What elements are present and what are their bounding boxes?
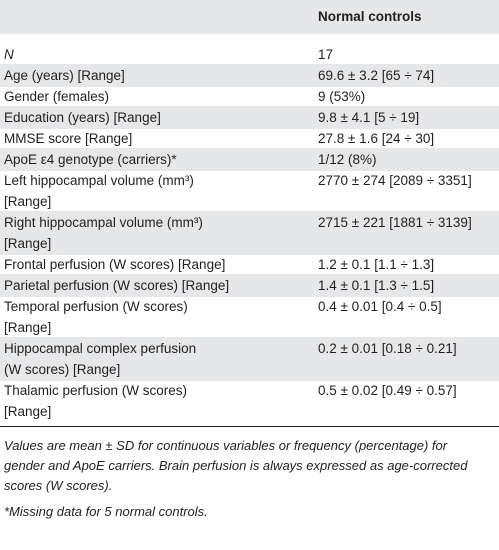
row-label: N	[4, 47, 14, 62]
row-label: [Range]	[4, 236, 52, 251]
row-value: 9.8 ± 4.1 [5 ÷ 19]	[318, 110, 420, 125]
row-label: Parietal perfusion (W scores) [Range]	[4, 278, 230, 293]
column-header-normal-controls: Normal controls	[318, 9, 422, 24]
row-label: Education (years) [Range]	[4, 110, 161, 125]
row-label: Age (years) [Range]	[4, 68, 125, 83]
row-value: 27.8 ± 1.6 [24 ÷ 30]	[318, 131, 435, 146]
row-value: 9 (53%)	[318, 89, 366, 104]
row-label: MMSE score [Range]	[4, 131, 133, 146]
footnote-line: gender and ApoE carriers. Brain perfusion is always expressed as age-corrected	[4, 458, 468, 473]
table-bottom-rule	[0, 426, 499, 427]
row-label: [Range]	[4, 320, 52, 335]
row-label: (W scores) [Range]	[4, 362, 121, 377]
row-value: 2715 ± 221 [1881 ÷ 3139]	[318, 215, 472, 230]
row-label: Frontal perfusion (W scores) [Range]	[4, 257, 226, 272]
row-value: 1/12 (8%)	[318, 152, 377, 167]
footnote-line: Values are mean ± SD for continuous variables or frequency (percentage) for	[4, 438, 448, 453]
row-label: Hippocampal complex perfusion	[4, 341, 197, 356]
row-value: 17	[318, 47, 334, 62]
row-value: 2770 ± 274 [2089 ÷ 3351]	[318, 173, 472, 188]
missing-data-footnote: *Missing data for 5 normal controls.	[4, 504, 208, 519]
row-label: Right hippocampal volume (mm³)	[4, 215, 203, 230]
row-value: 1.2 ± 0.1 [1.1 ÷ 1.3]	[318, 257, 435, 272]
row-label: ApoE ε4 genotype (carriers)*	[4, 152, 177, 167]
row-label: [Range]	[4, 404, 52, 419]
row-value: 69.6 ± 3.2 [65 ÷ 74]	[318, 68, 435, 83]
row-label: Temporal perfusion (W scores)	[4, 299, 188, 314]
row-value: 1.4 ± 0.1 [1.3 ÷ 1.5]	[318, 278, 435, 293]
row-value: 0.2 ± 0.01 [0.18 ÷ 0.21]	[318, 341, 457, 356]
row-label: [Range]	[4, 194, 52, 209]
footnote-line: scores (W scores).	[4, 478, 113, 493]
row-value: 0.5 ± 0.02 [0.49 ÷ 0.57]	[318, 383, 457, 398]
row-label: Thalamic perfusion (W scores)	[4, 383, 188, 398]
row-value: 0.4 ± 0.01 [0.4 ÷ 0.5]	[318, 299, 442, 314]
table-footnotes	[4, 436, 494, 522]
row-label: Left hippocampal volume (mm³)	[4, 173, 194, 188]
row-label: Gender (females)	[4, 89, 110, 104]
table-header	[0, 0, 499, 34]
